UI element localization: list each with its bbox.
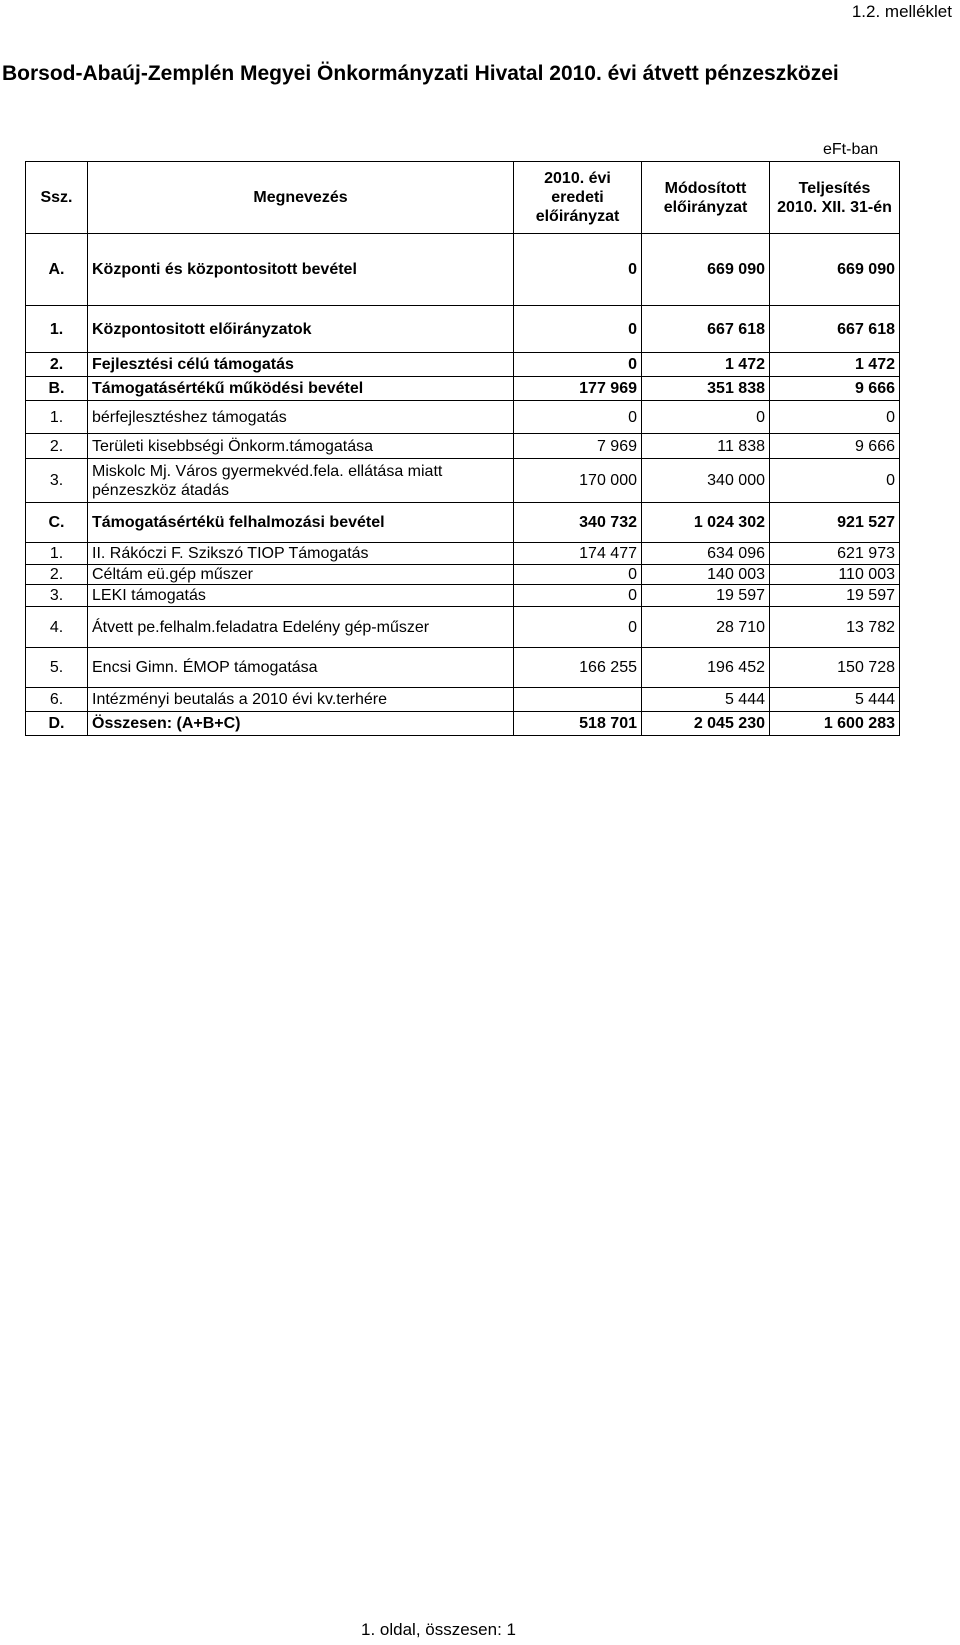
- row-ssz: 2.: [26, 353, 88, 377]
- page-footer: 1. oldal, összesen: 1: [361, 1620, 516, 1639]
- header-modified-line1: Módosított: [664, 179, 747, 197]
- row-ssz: 3.: [26, 585, 88, 607]
- row-name: bérfejlesztéshez támogatás: [88, 401, 514, 434]
- table-row: [26, 585, 900, 607]
- header-actual-line2: 2010. XII. 31-én: [777, 198, 892, 216]
- row-name: Központositott előirányzatok: [88, 306, 514, 353]
- row-original: 0: [514, 401, 642, 434]
- row-ssz: A.: [26, 234, 88, 306]
- header-original-line2: előirányzat: [535, 208, 620, 225]
- row-ssz: 1.: [26, 401, 88, 434]
- row-actual: 921 527: [770, 503, 900, 543]
- header-original-line1: 2010. évi eredeti: [544, 170, 611, 206]
- row-original: 0: [514, 585, 642, 607]
- row-actual: 110 003: [770, 565, 900, 585]
- row-name-line1: Miskolc Mj. Város gyermekvéd.fela. ellátása miatt: [92, 462, 443, 480]
- row-modified: 2 045 230: [642, 712, 770, 736]
- table-row: [26, 648, 900, 688]
- row-ssz: 1.: [26, 543, 88, 565]
- table-row: [26, 565, 900, 585]
- table-row: [26, 306, 900, 353]
- budget-table: [25, 161, 900, 736]
- row-original: [514, 688, 642, 712]
- row-modified: 667 618: [642, 306, 770, 353]
- row-modified: 11 838: [642, 434, 770, 459]
- row-name: [88, 459, 514, 503]
- row-modified: 19 597: [642, 585, 770, 607]
- row-name: II. Rákóczi F. Szikszó TIOP Támogatás: [88, 543, 514, 565]
- row-modified: 351 838: [642, 377, 770, 401]
- row-actual: 0: [770, 459, 900, 503]
- row-ssz: B.: [26, 377, 88, 401]
- row-original: 0: [514, 607, 642, 648]
- header-actual: [770, 162, 900, 234]
- row-modified: 634 096: [642, 543, 770, 565]
- row-original: 170 000: [514, 459, 642, 503]
- row-modified: 1 472: [642, 353, 770, 377]
- header-ssz: Ssz.: [26, 162, 88, 234]
- row-modified: 1 024 302: [642, 503, 770, 543]
- row-name-line2: pénzeszköz átadás: [92, 481, 229, 499]
- table-row: [26, 434, 900, 459]
- row-modified: 0: [642, 401, 770, 434]
- row-actual: 621 973: [770, 543, 900, 565]
- row-ssz: 2.: [26, 434, 88, 459]
- page-title: Borsod-Abaúj-Zemplén Megyei Önkormányzati Hivatal 2010. évi átvett pénzeszközei: [2, 62, 839, 85]
- row-name: LEKI támogatás: [88, 585, 514, 607]
- row-original: 177 969: [514, 377, 642, 401]
- row-ssz: C.: [26, 503, 88, 543]
- row-modified: 196 452: [642, 648, 770, 688]
- table-row: [26, 607, 900, 648]
- header-original: [514, 162, 642, 234]
- row-name: Területi kisebbségi Önkorm.támogatása: [88, 434, 514, 459]
- row-name: Támogatásértékű működési bevétel: [88, 377, 514, 401]
- row-name: Átvett pe.felhalm.feladatra Edelény gép-műszer: [88, 607, 514, 648]
- row-actual: 1 472: [770, 353, 900, 377]
- row-name: Támogatásértékü felhalmozási bevétel: [88, 503, 514, 543]
- annex-label: 1.2. melléklet: [851, 2, 952, 21]
- row-original: 0: [514, 565, 642, 585]
- row-actual: 150 728: [770, 648, 900, 688]
- table-row: [26, 503, 900, 543]
- row-modified: 140 003: [642, 565, 770, 585]
- table-header-row: [26, 162, 900, 234]
- table-row-total: [26, 712, 900, 736]
- row-original: 174 477: [514, 543, 642, 565]
- row-name: Encsi Gimn. ÉMOP támogatása: [88, 648, 514, 688]
- header-name: Megnevezés: [88, 162, 514, 234]
- row-modified: 5 444: [642, 688, 770, 712]
- row-ssz: 5.: [26, 648, 88, 688]
- row-actual: 5 444: [770, 688, 900, 712]
- row-actual: 19 597: [770, 585, 900, 607]
- table-row: [26, 459, 900, 503]
- table-row: [26, 401, 900, 434]
- row-name: Intézményi beutalás a 2010 évi kv.terhére: [88, 688, 514, 712]
- table-row: [26, 234, 900, 306]
- table-row: [26, 543, 900, 565]
- row-original: 518 701: [514, 712, 642, 736]
- row-actual: 669 090: [770, 234, 900, 306]
- header-actual-line1: Teljesítés: [798, 179, 871, 197]
- row-original: 0: [514, 234, 642, 306]
- row-original: 340 732: [514, 503, 642, 543]
- row-original: 7 969: [514, 434, 642, 459]
- row-modified: 340 000: [642, 459, 770, 503]
- row-actual: 0: [770, 401, 900, 434]
- row-name: Fejlesztési célú támogatás: [88, 353, 514, 377]
- row-original: 0: [514, 306, 642, 353]
- row-ssz: 6.: [26, 688, 88, 712]
- row-name: Céltám eü.gép műszer: [88, 565, 514, 585]
- row-ssz: 2.: [26, 565, 88, 585]
- row-ssz: 3.: [26, 459, 88, 503]
- row-modified: 28 710: [642, 607, 770, 648]
- row-actual: 9 666: [770, 377, 900, 401]
- row-name: Központi és központositott bevétel: [88, 234, 514, 306]
- header-modified-line2: előirányzat: [663, 198, 748, 216]
- table-row: [26, 353, 900, 377]
- row-original: 166 255: [514, 648, 642, 688]
- row-modified: 669 090: [642, 234, 770, 306]
- row-original: 0: [514, 353, 642, 377]
- row-ssz: 1.: [26, 306, 88, 353]
- unit-label: eFt-ban: [823, 141, 879, 158]
- row-actual: 13 782: [770, 607, 900, 648]
- row-actual: 667 618: [770, 306, 900, 353]
- header-modified: [642, 162, 770, 234]
- row-actual: 1 600 283: [770, 712, 900, 736]
- row-ssz: D.: [26, 712, 88, 736]
- table-row: [26, 688, 900, 712]
- table-row: [26, 377, 900, 401]
- row-name: Összesen: (A+B+C): [88, 712, 514, 736]
- row-actual: 9 666: [770, 434, 900, 459]
- row-ssz: 4.: [26, 607, 88, 648]
